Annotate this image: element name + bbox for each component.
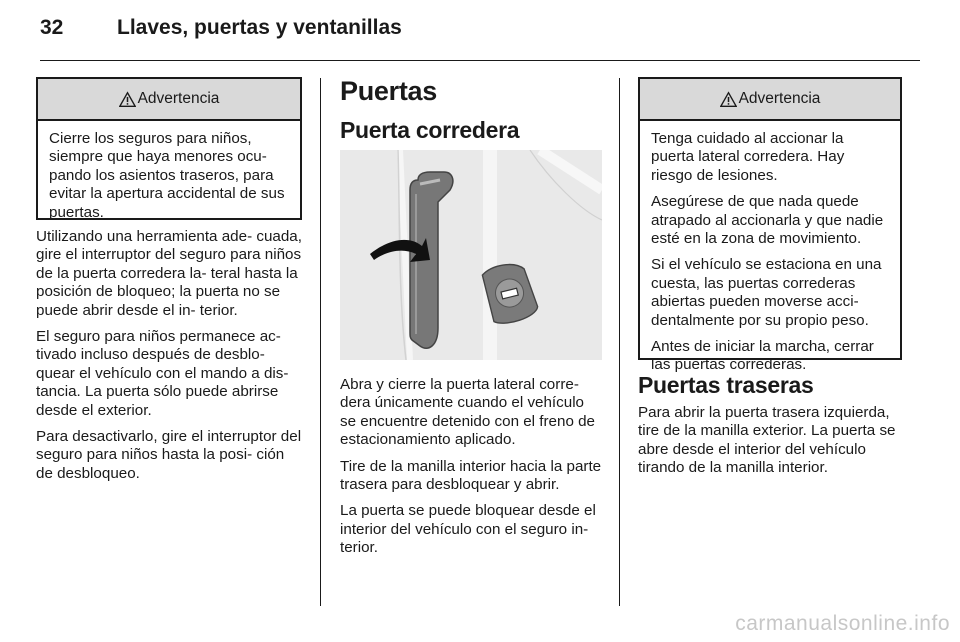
paragraph: El seguro para niños permanece ac- tivado incluso después de desblo- quear el vehículo con el mando a dis- tancia. La puerta sólo puede abrirse desde el exterior.: [36, 328, 289, 419]
warning-text: Tenga cuidado al accionar la puerta lateral corredera. Hay riesgo de lesiones.: [651, 130, 845, 184]
door-handle-illustration: [340, 150, 602, 360]
warning-title: Advertencia: [738, 90, 821, 107]
warning-text: Asegúrese de que nada quede atrapado al accionarla y que nadie esté en la zona de movimiento.: [651, 193, 884, 248]
warning-header: [38, 79, 300, 121]
warning-triangle-icon: [119, 91, 136, 108]
paragraph: La puerta se puede bloquear desde el interior del vehículo con el seguro in- terior.: [340, 502, 596, 557]
warning-header: [640, 79, 900, 121]
column-divider-left: [320, 78, 321, 606]
paragraph: Para desactivarlo, gire el interruptor del seguro para niños hasta la posi- ción de desbloqueo.: [36, 428, 302, 482]
watermark: carmanualsonline.info: [735, 612, 950, 635]
middle-column-text: [340, 376, 604, 566]
page-number: 32: [40, 16, 64, 39]
warning-text: Antes de iniciar la marcha, cerrar las puertas correderas.: [651, 338, 874, 374]
subsection-title-puerta-corredera: Puerta corredera: [340, 117, 520, 143]
header-rule: [40, 60, 920, 61]
paragraph: Tire de la manilla interior hacia la parte trasera para desbloquear y abrir.: [340, 457, 602, 494]
right-column-text: [638, 404, 904, 486]
chapter-title: Llaves, puertas y ventanillas: [117, 16, 402, 39]
paragraph: Utilizando una herramienta ade- cuada, gire el interruptor del seguro para niños de la puerta corredera la- teral hasta la posición de bloqueo; la puerta no se puede abrir desde el in- terior.: [36, 228, 302, 319]
warning-box-right: [638, 77, 902, 374]
warning-box-left: [36, 77, 302, 220]
left-column-text: [36, 228, 304, 491]
warning-triangle-icon: [720, 91, 737, 108]
warning-text: Si el vehículo se estaciona en una cuesta, las puertas correderas abiertas pueden moverse acci- dentalmente por su propio peso.: [651, 256, 882, 329]
section-title-puertas-traseras: Puertas traseras: [638, 372, 814, 398]
paragraph: Abra y cierre la puerta lateral corre- dera únicamente cuando el vehículo se encuentre detenido con el freno de estacionamiento aplicado.: [340, 376, 595, 449]
warning-body: [38, 121, 300, 230]
page-header: [40, 16, 920, 48]
section-title-puertas: Puertas: [340, 76, 437, 106]
warning-title: Advertencia: [137, 90, 220, 107]
warning-body: [640, 121, 900, 383]
column-divider-right: [619, 78, 620, 606]
warning-text: Cierre los seguros para niños, siempre que haya menores ocu- pando los asientos traseros, para evitar la apertura accidental de sus puertas.: [49, 130, 285, 221]
paragraph: Para abrir la puerta trasera izquierda, tire de la manilla exterior. La puerta se abre desde el interior del vehículo tirando de la manilla interior.: [638, 404, 896, 477]
